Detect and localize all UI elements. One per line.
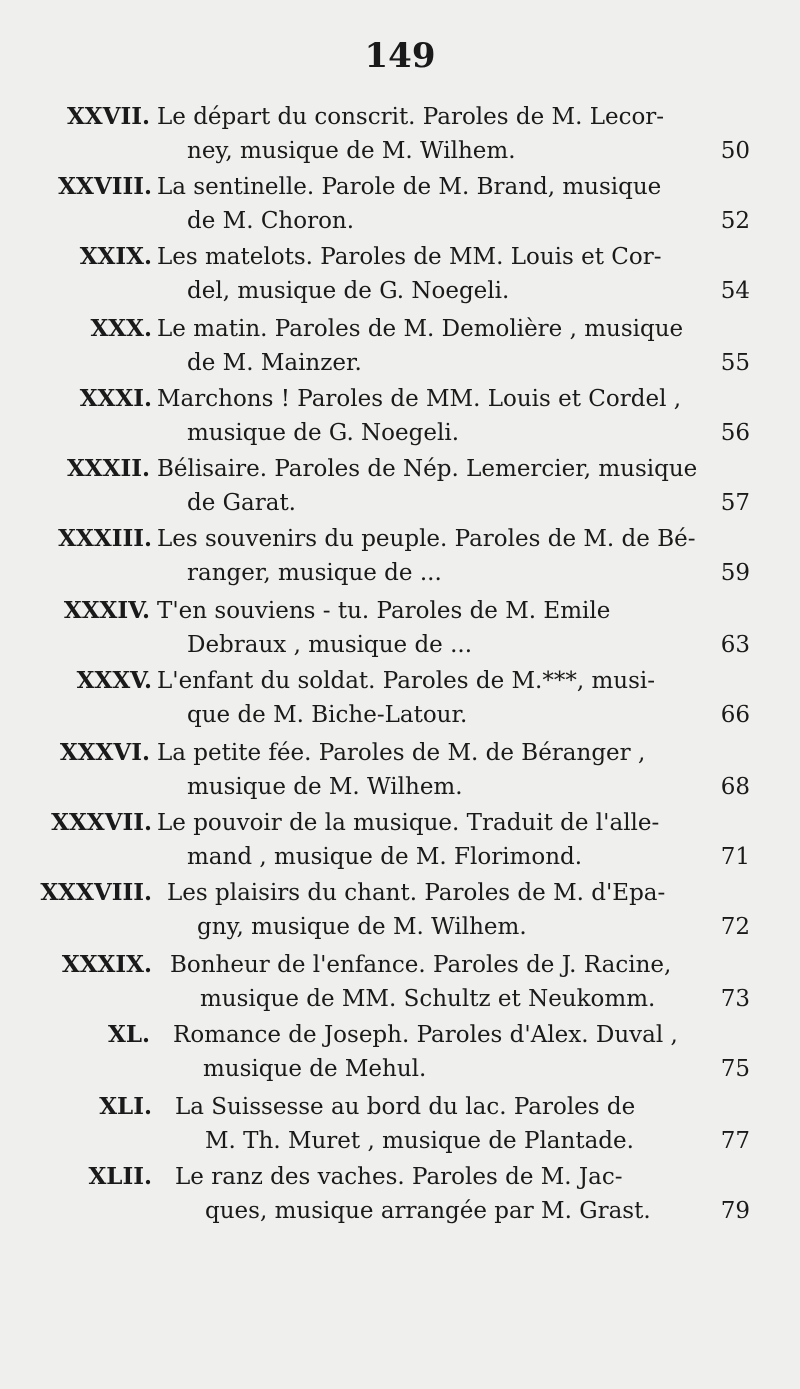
entry-title-line1: La petite fée. Paroles de M. de Béranger ,: [157, 740, 646, 766]
toc-entry: [0, 450, 800, 520]
entry-page-number: 66: [720, 702, 750, 728]
entry-page-number: 73: [720, 986, 750, 1012]
entry-page-number: 57: [720, 490, 750, 516]
toc-entry: [0, 662, 800, 732]
entry-page-number: 50: [720, 138, 750, 164]
entry-title-line2: ranger, musique de ...: [187, 560, 442, 586]
entry-page-number: 63: [720, 632, 750, 658]
entry-title-line2: musique de G. Noegeli.: [187, 420, 460, 446]
entry-title-line1: Bonheur de l'enfance. Paroles de J. Racine,: [170, 952, 672, 978]
entry-roman-numeral: XXXIII.: [58, 525, 152, 552]
entry-roman-numeral: XLII.: [88, 1163, 152, 1190]
entry-page-number: 72: [720, 914, 750, 940]
entry-title-line2: Debraux , musique de ...: [187, 632, 473, 658]
entry-title-line1: Marchons ! Paroles de MM. Louis et Cordel ,: [157, 386, 682, 412]
toc-entry: [0, 1158, 800, 1228]
entry-page-number: 59: [720, 560, 750, 586]
entry-title-line1: La sentinelle. Parole de M. Brand, musique: [157, 174, 662, 200]
entry-roman-numeral: XXXIV.: [63, 597, 150, 624]
entry-title-line1: Le pouvoir de la musique. Traduit de l'alle-: [157, 810, 660, 836]
toc-entry: [0, 310, 800, 380]
entry-title-line2: de M. Choron.: [187, 208, 355, 234]
entry-title-line2: del, musique de G. Noegeli.: [187, 278, 510, 304]
entry-title-line2: musique de Mehul.: [203, 1056, 427, 1082]
entry-title-line1: Bélisaire. Paroles de Nép. Lemercier, musique: [157, 456, 698, 482]
entry-title-line2: mand , musique de M. Florimond.: [187, 844, 583, 870]
toc-entry: [0, 520, 800, 590]
toc-entry: [0, 168, 800, 238]
entry-roman-numeral: XXXI.: [79, 385, 152, 412]
entry-title-line2: gny, musique de M. Wilhem.: [197, 914, 527, 940]
toc-entry: [0, 946, 800, 1016]
entry-page-number: 55: [720, 350, 750, 376]
entry-title-line2: de M. Mainzer.: [187, 350, 362, 376]
toc-entry: [0, 1016, 800, 1086]
entry-page-number: 75: [720, 1056, 750, 1082]
entry-title-line1: Les matelots. Paroles de MM. Louis et Cor-: [157, 244, 662, 270]
entry-roman-numeral: XL.: [107, 1021, 150, 1048]
entry-title-line1: La Suissesse au bord du lac. Paroles de: [175, 1094, 636, 1120]
entry-title-line1: Le matin. Paroles de M. Demolière , musique: [157, 316, 684, 342]
entry-page-number: 52: [720, 208, 750, 234]
entry-page-number: 54: [720, 278, 750, 304]
entry-page-number: 71: [720, 844, 750, 870]
entry-title-line2: musique de MM. Schultz et Neukomm.: [200, 986, 656, 1012]
entry-title-line1: Le départ du conscrit. Paroles de M. Lecor-: [157, 104, 665, 130]
entry-title-line1: Les souvenirs du peuple. Paroles de M. de Bé-: [157, 526, 696, 552]
entry-title-line1: Le ranz des vaches. Paroles de M. Jac-: [175, 1164, 623, 1190]
entry-roman-numeral: XXX.: [90, 315, 152, 342]
entry-roman-numeral: XXXII.: [66, 455, 150, 482]
entry-page-number: 79: [720, 1198, 750, 1224]
entry-roman-numeral: XXIX.: [79, 243, 152, 270]
entry-title-line2: ques, musique arrangée par M. Grast.: [205, 1198, 651, 1224]
toc-entry: [0, 1088, 800, 1158]
toc-entry: [0, 804, 800, 874]
entry-title-line2: ney, musique de M. Wilhem.: [187, 138, 516, 164]
entry-roman-numeral: XLI.: [99, 1093, 152, 1120]
entry-page-number: 68: [720, 774, 750, 800]
entry-title-line2: de Garat.: [187, 490, 296, 516]
toc-entry: [0, 734, 800, 804]
entry-roman-numeral: XXXIX.: [61, 951, 152, 978]
entry-title-line2: que de M. Biche-Latour.: [187, 702, 468, 728]
entry-roman-numeral: XXXV.: [76, 667, 152, 694]
entry-title-line1: L'enfant du soldat. Paroles de M.***, musi-: [157, 668, 656, 694]
entry-page-number: 77: [720, 1128, 750, 1154]
toc-entry: [0, 874, 800, 944]
entry-title-line2: musique de M. Wilhem.: [187, 774, 463, 800]
toc-entry: [0, 98, 800, 168]
entry-page-number: 56: [720, 420, 750, 446]
entry-title-line1: Romance de Joseph. Paroles d'Alex. Duval ,: [173, 1022, 678, 1048]
entry-title-line2: M. Th. Muret , musique de Plantade.: [205, 1128, 634, 1154]
toc-entry: [0, 592, 800, 662]
entry-roman-numeral: XXVII.: [66, 103, 150, 130]
toc-entry: [0, 380, 800, 450]
entry-title-line1: T'en souviens - tu. Paroles de M. Emile: [157, 598, 611, 624]
page-number: 149: [364, 36, 436, 76]
entry-title-line1: Les plaisirs du chant. Paroles de M. d'Epa-: [167, 880, 666, 906]
entry-roman-numeral: XXXVIII.: [40, 879, 152, 906]
entry-roman-numeral: XXXVII.: [51, 809, 152, 836]
entry-roman-numeral: XXXVI.: [59, 739, 150, 766]
entry-roman-numeral: XXVIII.: [58, 173, 152, 200]
toc-entry: [0, 238, 800, 308]
